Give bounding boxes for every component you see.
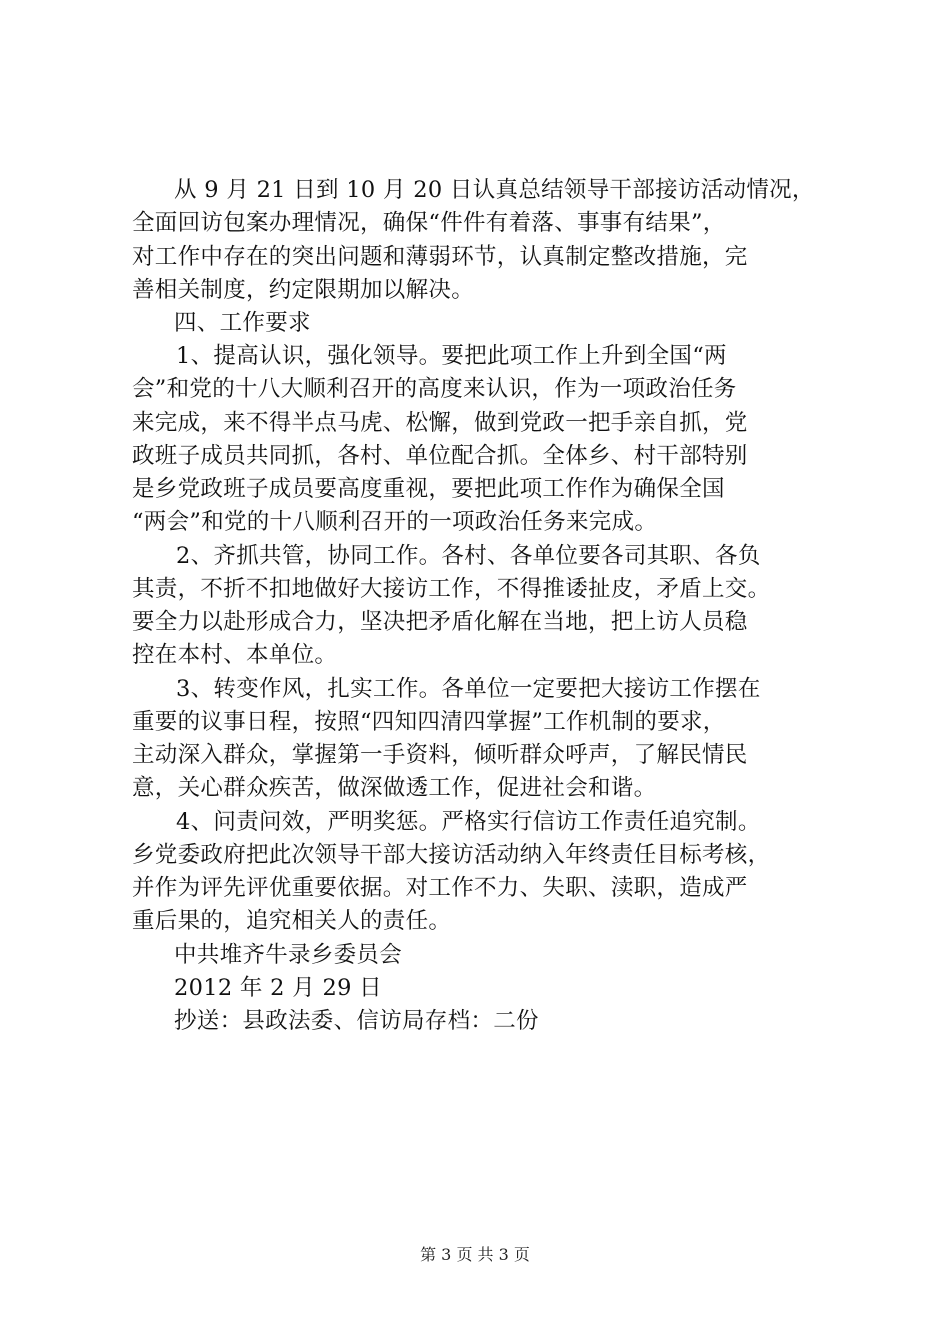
- body-line: “两会”和党的十八顺利召开的一项政治任务来完成。: [132, 509, 658, 535]
- body-line: 4、问责问效，严明奖惩。严格实行信访工作责任追究制。: [176, 809, 761, 835]
- section-heading: 四、工作要求: [174, 310, 311, 336]
- body-line: 对工作中存在的突出问题和薄弱环节，认真制定整改措施，完: [132, 244, 748, 270]
- body-line: 并作为评先评优重要依据。对工作不力、失职、渎职，造成严: [132, 875, 748, 901]
- body-line: 2、齐抓共管，协同工作。各村、各单位要各司其职、各负: [176, 543, 761, 569]
- body-line: 善相关制度，约定限期加以解决。: [132, 277, 475, 303]
- body-line: 来完成，来不得半点马虎、松懈，做到党政一把手亲自抓，党: [132, 410, 748, 436]
- body-line: 意，关心群众疾苦，做深做透工作，促进社会和谐。: [132, 775, 657, 801]
- signature-organization: 中共堆齐牛录乡委员会: [174, 942, 403, 968]
- body-line: 重要的议事日程，按照“四知四清四掌握”工作机制的要求，: [132, 709, 726, 735]
- body-line: 是乡党政班子成员要高度重视，要把此项工作作为确保全国: [132, 476, 725, 502]
- body-line: 主动深入群众，掌握第一手资料，倾听群众呼声，了解民情民: [132, 742, 748, 768]
- body-line: 1、提高认识，强化领导。要把此项工作上升到全国“两: [176, 343, 727, 369]
- body-line: 会”和党的十八大顺利召开的高度来认识，作为一项政治任务: [132, 376, 737, 402]
- body-line: 其责，不折不扣地做好大接访工作，不得推诿扯皮，矛盾上交。: [132, 576, 771, 602]
- body-line: 从 9 月 21 日到 10 月 20 日认真总结领导干部接访活动情况，: [174, 177, 815, 203]
- cc-line: 抄送：县政法委、信访局存档：二份: [174, 1008, 539, 1034]
- body-line: 要全力以赴形成合力，坚决把矛盾化解在当地，把上访人员稳: [132, 609, 748, 635]
- body-line: 3、转变作风，扎实工作。各单位一定要把大接访工作摆在: [176, 676, 761, 702]
- body-line: 政班子成员共同抓，各村、单位配合抓。全体乡、村干部特别: [132, 443, 748, 469]
- body-line: 控在本村、本单位。: [132, 642, 338, 668]
- page-number-footer: 第 3 页 共 3 页: [420, 1245, 530, 1264]
- body-line: 重后果的，追究相关人的责任。: [132, 908, 452, 934]
- body-line: 全面回访包案办理情况，确保“件件有着落、事事有结果”，: [132, 210, 726, 236]
- signature-date: 2012 年 2 月 29 日: [174, 975, 382, 1001]
- body-line: 乡党委政府把此次领导干部大接访活动纳入年终责任目标考核，: [132, 842, 771, 868]
